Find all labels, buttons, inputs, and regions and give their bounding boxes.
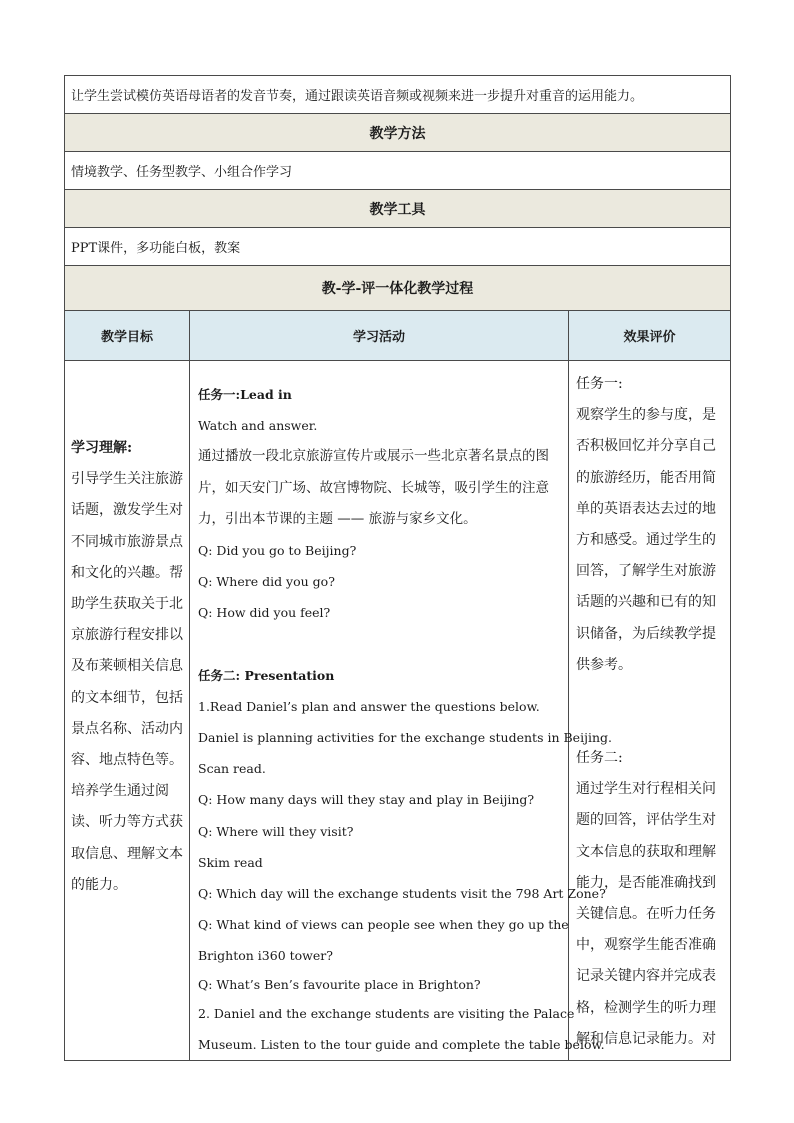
column-header-evaluation: 效果评价 [569,311,731,361]
eval-task2-body: 通过学生对行程相关问题的回答，评估学生对文本信息的获取和理解能力，是否能准确找到关键信息。在听力任务中，观察学生能否准确记录关键内容并完成表格，检测学生的听力理解和信息记录能力。对 [576,781,716,1047]
method-heading: 教学方法 [65,114,731,152]
method-content-row [65,152,731,190]
task2-item-1: 1.Read Daniel’s plan and answer the questions below. [198,698,540,714]
eval-task2-title: 任务二: [576,750,623,767]
goal-cell [65,361,190,1061]
task1-question-1: Q: Did you go to Beijing? [198,543,357,559]
column-header-goal: 教学目标 [65,311,190,361]
intro-text: 让学生尝试模仿英语母语者的发音节奏，通过跟读英语音频或视频来进一步提升对重音的运用能力。 [65,76,731,114]
tools-heading: 教学工具 [65,190,731,228]
tools-content: PPT课件，多功能白板，教案 [65,228,731,266]
task2-item-2-line-2: Museum. Listen to the tour guide and complete the table below. [198,1036,605,1052]
goal-body: 引导学生关注旅游话题，激发学生对不同城市旅游景点和文化的兴趣。帮助学生获取关于北京旅游行程安排以及布莱顿相关信息的文本细节，包括景点名称、活动内容、地点特色等。培养学生通过阅读、听力等方式获取信息、理解文本的能力。 [71,471,183,893]
task1-question-3: Q: How did you feel? [198,605,331,621]
task2-question-3: Q: Which day will the exchange students visit the 798 Art Zone? [198,886,606,902]
tools-content-row [65,228,731,266]
task1-title: 任务一:Lead in [198,387,292,402]
eval-task1-body: 观察学生的参与度，是否积极回忆并分享自己的旅游经历，能否用简单的英语表达去过的地方和感受。通过学生的回答，了解学生对旅游话题的兴趣和已有的知识储备，为后续教学提供参考。 [576,407,716,673]
process-heading: 教-学-评一体化教学过程 [65,266,731,311]
lesson-plan-page [64,75,730,1061]
task2-question-4-line-2: Brighton i360 tower? [198,948,333,964]
task2-question-4-line-1: Q: What kind of views can people see when they go up the [198,917,569,933]
task2-title: 任务二: Presentation [198,667,335,683]
activity-cell [190,361,612,1061]
spacer [198,629,562,660]
task2-question-2: Q: Where will they visit? [198,823,354,839]
tools-heading-row [65,190,731,228]
method-heading-row [65,114,731,152]
column-header-row [65,311,731,361]
process-content-row [65,361,731,1061]
goal-title: 学习理解: [71,440,133,456]
task2-skim-read: Skim read [198,854,263,870]
task2-scan-read: Scan read. [198,761,266,777]
task1-question-2: Q: Where did you go? [198,574,335,590]
eval-task1-title: 任务一: [576,376,623,392]
task1-description: 通过播放一段北京旅游宣传片或展示一些北京著名景点的图片，如天安门广场、故宫博物院、长城等，吸引学生的注意力，引出本节课的主题 —— 旅游与家乡文化。 [198,448,549,527]
task1-instruction: Watch and answer. [198,418,318,434]
task2-question-5: Q: What’s Ben’s favourite place in Brighton? [198,976,481,992]
process-heading-row [65,266,731,311]
evaluation-cell [569,361,731,1061]
column-header-activity: 学习活动 [190,311,569,361]
lesson-plan-table [64,75,731,1061]
task2-question-1: Q: How many days will they stay and play in Beijing? [198,792,535,808]
intro-row [65,76,731,114]
task2-item-1-description: Daniel is planning activities for the exchange students in Beijing. [198,730,612,746]
method-content: 情境教学、任务型教学、小组合作学习 [65,152,731,190]
task2-item-2-line-1: 2. Daniel and the exchange students are visiting the Palace [198,1005,575,1021]
